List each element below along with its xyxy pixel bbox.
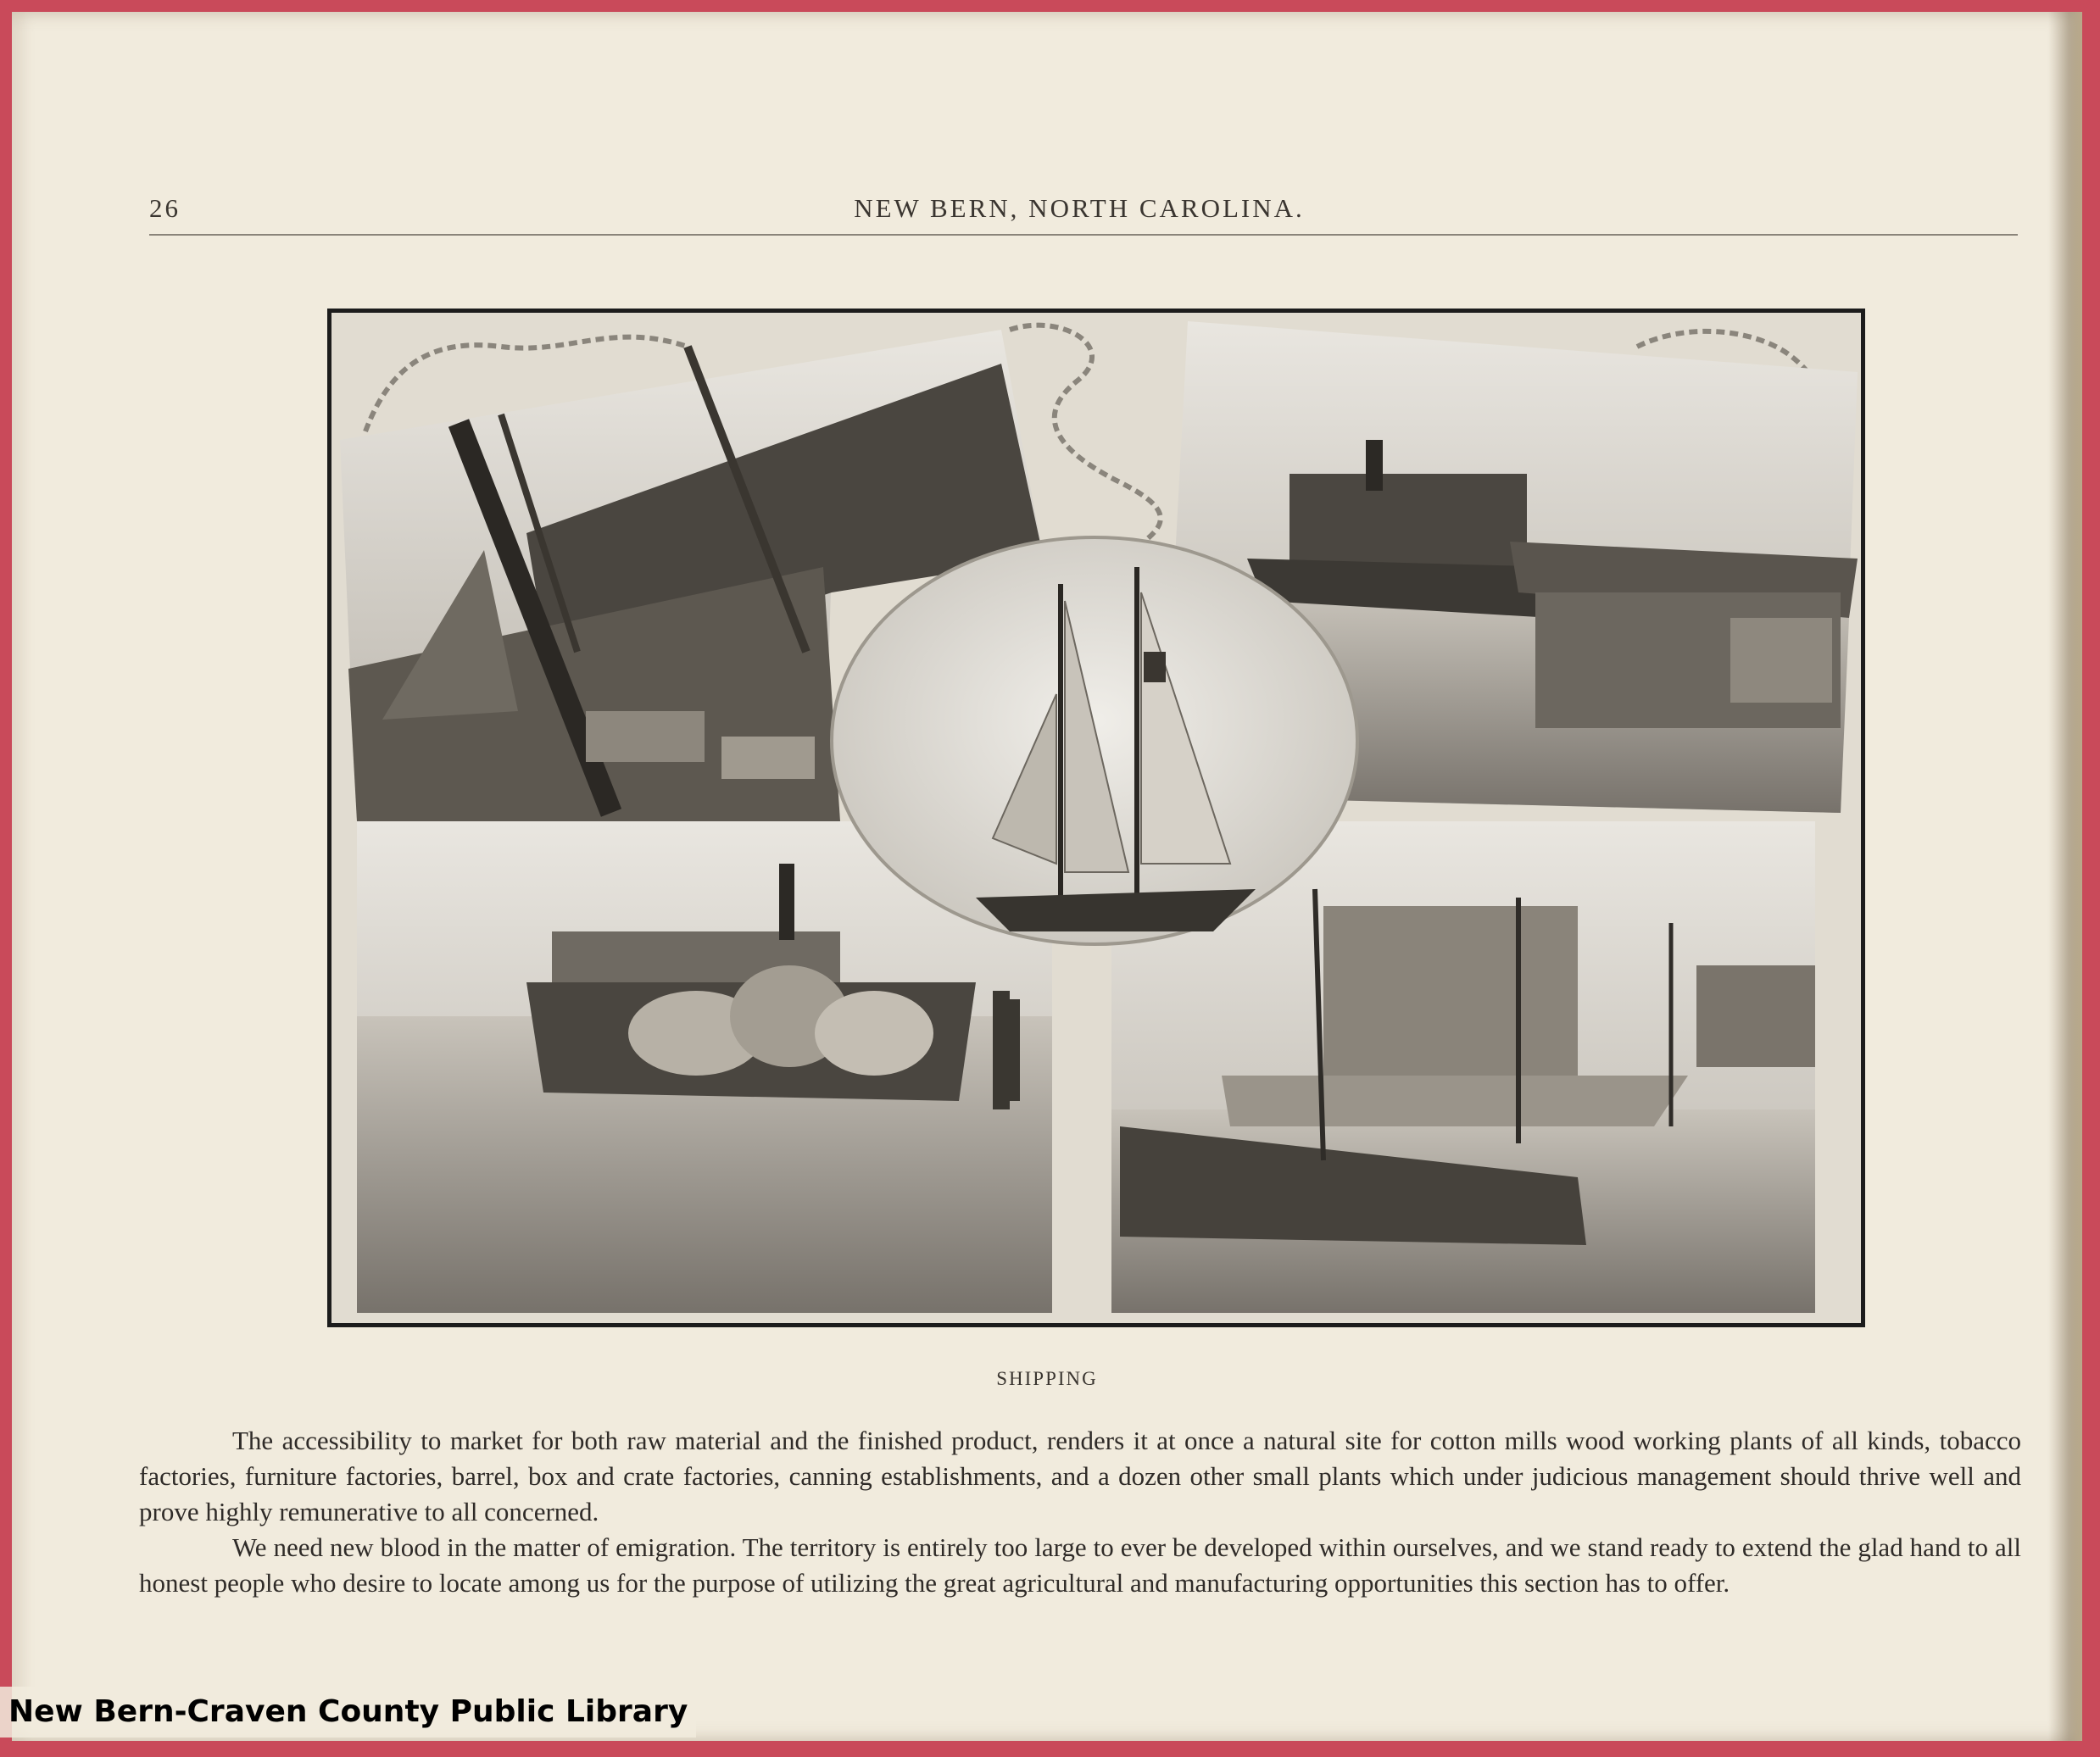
paragraph-1 (139, 1423, 2021, 1530)
paragraph-2-text: We need new blood in the matter of emigration. The territory is entirely too large to ever be developed within ourselves, and we stand ready to extend the glad hand to all honest people who desire to locate among us for the purpose of utilizing the great agricultural and manufacturing opportunities this section has to offer. (139, 1532, 2021, 1598)
library-watermark: New Bern-Craven County Public Library (0, 1687, 696, 1738)
header-rule (149, 234, 2018, 236)
book-page (12, 12, 2082, 1741)
paragraph-2 (139, 1530, 2021, 1601)
page-header (139, 190, 2019, 232)
page-gutter (2048, 12, 2082, 1741)
page-number: 26 (149, 193, 181, 223)
plate-caption: SHIPPING (996, 1368, 1098, 1389)
paragraph-1-text: The accessibility to market for both raw material and the finished product, renders it at once a natural site for cotton mills wood working plants of all kinds, tobacco factories, furniture factories, barrel, box and crate factories, canning establishments, and a dozen other small plants which under judicious management should thrive well and prove highly remunerative to all concerned. (139, 1426, 2021, 1526)
photo-schooner-oval (832, 537, 1357, 944)
running-title: NEW BERN, NORTH CAROLINA. (854, 193, 1305, 223)
photo-plate (327, 309, 1865, 1327)
photo-collage (331, 313, 1861, 1323)
body-text (139, 1423, 2021, 1601)
